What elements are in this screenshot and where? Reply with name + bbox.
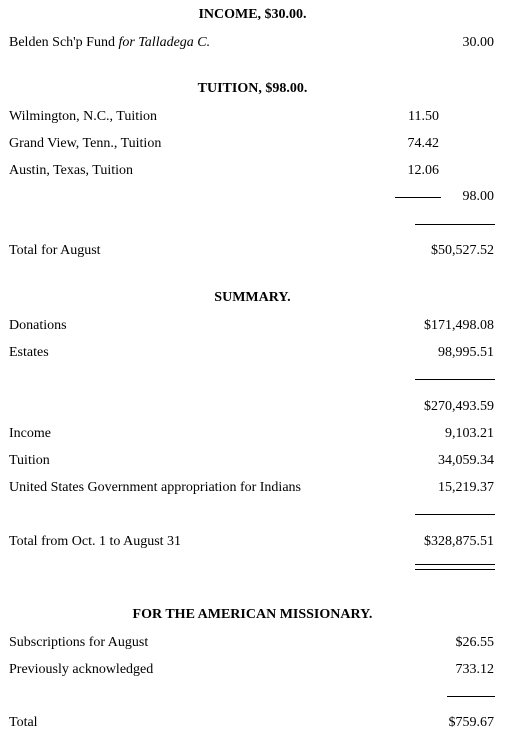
summary-total-rule [415, 514, 495, 515]
summary-row-label: Donations [9, 318, 67, 333]
tuition-row-label: Wilmington, N.C., Tuition [9, 109, 158, 124]
tuition-row-label: Austin, Texas, Tuition [9, 163, 134, 178]
summary-subtotal-rule [415, 379, 495, 380]
summary-row-label: Income [9, 426, 51, 441]
income-row-label-italic: for Talladega C. [118, 35, 211, 50]
summary-row-label: United States Government appropriation for Indians [9, 480, 301, 495]
summary-row-amount: 15,219.37 [438, 480, 494, 495]
income-row-label [9, 35, 210, 51]
income-heading: INCOME, $30.00. [198, 7, 307, 22]
income-row-amount: 30.00 [462, 35, 494, 50]
summary-heading: SUMMARY. [214, 290, 291, 305]
missionary-total-label: Total [9, 715, 38, 730]
august-total-label: Total for August [9, 243, 101, 258]
missionary-row-label: Subscriptions for August [9, 635, 149, 650]
missionary-total-amount: $759.67 [448, 715, 494, 730]
summary-row-amount: 34,059.34 [438, 453, 494, 468]
income-row-label-text: Belden Sch'p Fund [9, 35, 119, 50]
summary-total-amount: $328,875.51 [424, 534, 494, 549]
missionary-row-amount: $26.55 [455, 635, 494, 650]
tuition-row-amount: 11.50 [408, 109, 439, 124]
summary-subtotal: $270,493.59 [424, 399, 494, 414]
summary-row-amount: 98,995.51 [438, 345, 494, 360]
tuition-subtotal: 98.00 [462, 189, 494, 204]
tuition-row-amount: 12.06 [407, 163, 439, 178]
missionary-total-rule [447, 696, 495, 697]
tuition-heading: TUITION, $98.00. [197, 81, 308, 96]
summary-row-label: Estates [9, 345, 49, 360]
missionary-row-label: Previously acknowledged [9, 662, 154, 677]
summary-row-amount: $171,498.08 [424, 318, 494, 333]
summary-row-amount: 9,103.21 [445, 426, 494, 441]
missionary-row-amount: 733.12 [455, 662, 494, 677]
missionary-heading: FOR THE AMERICAN MISSIONARY. [132, 607, 373, 622]
tuition-total-rule [415, 224, 495, 225]
summary-total-label: Total from Oct. 1 to August 31 [9, 534, 182, 549]
summary-double-rule [415, 564, 495, 570]
august-total-amount: $50,527.52 [431, 243, 494, 258]
tuition-dash-rule [395, 197, 441, 198]
tuition-row-label: Grand View, Tenn., Tuition [9, 136, 162, 151]
summary-row-label: Tuition [9, 453, 50, 468]
tuition-row-amount: 74.42 [407, 136, 439, 151]
